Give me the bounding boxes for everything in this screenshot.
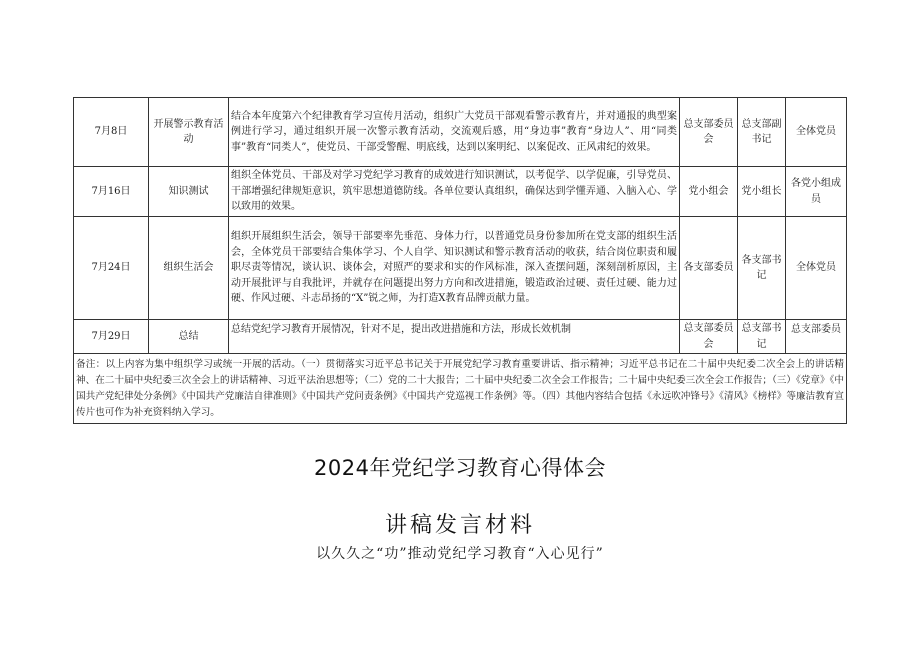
organizer-cell: 党小组会 xyxy=(680,167,738,217)
date-cell: 7月16日 xyxy=(74,167,149,217)
activity-cell: 总结 xyxy=(149,320,229,354)
content-cell: 组织开展组织生活会，领导干部要率先垂范、身体力行，以普通党员身份参加所在党支部的组织生活会，全体党员干部要结合集体学习、个人自学、知识测试和警示教育活动的收获，结合岗位职责和履职尽责等情况，谈认识、谈体会，对照严的要求和实的作风标准，深入查摆问题，深刻剖析原因，主动开展批评与自我批评，并就存在问题提出努力方向和改进措施，锻造政治过硬、责任过硬、能力过硬、作风过硬、斗志昂扬的“X”锐之师，为打造X教育品牌贡献力量。 xyxy=(229,217,680,320)
activity-cell: 知识测试 xyxy=(149,167,229,217)
organizer-cell: 总支部委员会 xyxy=(680,98,738,167)
table-row xyxy=(74,167,847,217)
content-cell: 组织全体党员、干部及对学习党纪学习教育的成效进行知识测试，以考促学、以学促廉，引导党员、干部增强纪律规矩意识，筑牢思想道德防线。各单位要认真组织，确保达到学懂弄通、入脑入心、学以致用的效果。 xyxy=(229,167,680,217)
date-cell: 7月29日 xyxy=(74,320,149,354)
table-row xyxy=(74,98,847,167)
leader-cell: 各支部书记 xyxy=(738,217,786,320)
organizer-cell: 总支部委员会 xyxy=(680,320,738,354)
participants-cell: 总支部委员 xyxy=(786,320,847,354)
document-subtitle: 讲稿发言材料 xyxy=(384,513,535,538)
speech-title: 以久久之“功”推动党纪学习教育“入心见行” xyxy=(316,546,604,562)
leader-cell: 总支部书记 xyxy=(738,320,786,354)
document-title: 2024年党纪学习教育心得体会 xyxy=(314,456,606,480)
participants-cell: 各党小组成员 xyxy=(786,167,847,217)
leader-cell: 党小组长 xyxy=(738,167,786,217)
schedule-table xyxy=(73,97,847,424)
remarks-cell: 备注：以上内容为集中组织学习或统一开展的活动。（一）贯彻落实习近平总书记关于开展党纪学习教育重要讲话、指示精神；习近平总书记在二十届中央纪委二次全会上的讲话精神、在二十届中央纪委三次全会上的讲话精神、习近平法治思想等；（二）党的二十大报告；二十届中央纪委二次全会工作报告；二十届中央纪委三次全会工作报告；（三）《党章》《中国共产党纪律处分条例》《中国共产党廉洁自律准则》《中国共产党问责条例》《中国共产党巡视工作条例》等。（四）其他内容结合包括《永远吹冲锋号》《清风》《榜样》等廉洁教育宣传片也可作为补充资料纳入学习。 xyxy=(74,354,847,424)
participants-cell: 全体党员 xyxy=(786,217,847,320)
table-row xyxy=(74,320,847,354)
organizer-cell: 各支部委员 xyxy=(680,217,738,320)
participants-cell: 全体党员 xyxy=(786,98,847,167)
activity-cell: 开展警示教育活动 xyxy=(149,98,229,167)
content-cell: 结合本年度第六个纪律教育学习宣传月活动，组织广大党员干部观看警示教育片，并对通报的典型案例进行学习，通过组织开展一次警示教育活动，交流观后感，用“身边事”教育“身边人”、用“同类事”教育“同类人”，使党员、干部受警醒、明底线，达到以案明纪、以案促改、正风肃纪的效果。 xyxy=(229,98,680,167)
date-cell: 7月8日 xyxy=(74,98,149,167)
activity-cell: 组织生活会 xyxy=(149,217,229,320)
table-row xyxy=(74,217,847,320)
content-cell: 总结党纪学习教育开展情况，针对不足，提出改进措施和方法，形成长效机制 xyxy=(229,320,680,354)
leader-cell: 总支部副书记 xyxy=(738,98,786,167)
table-row xyxy=(74,354,847,424)
date-cell: 7月24日 xyxy=(74,217,149,320)
